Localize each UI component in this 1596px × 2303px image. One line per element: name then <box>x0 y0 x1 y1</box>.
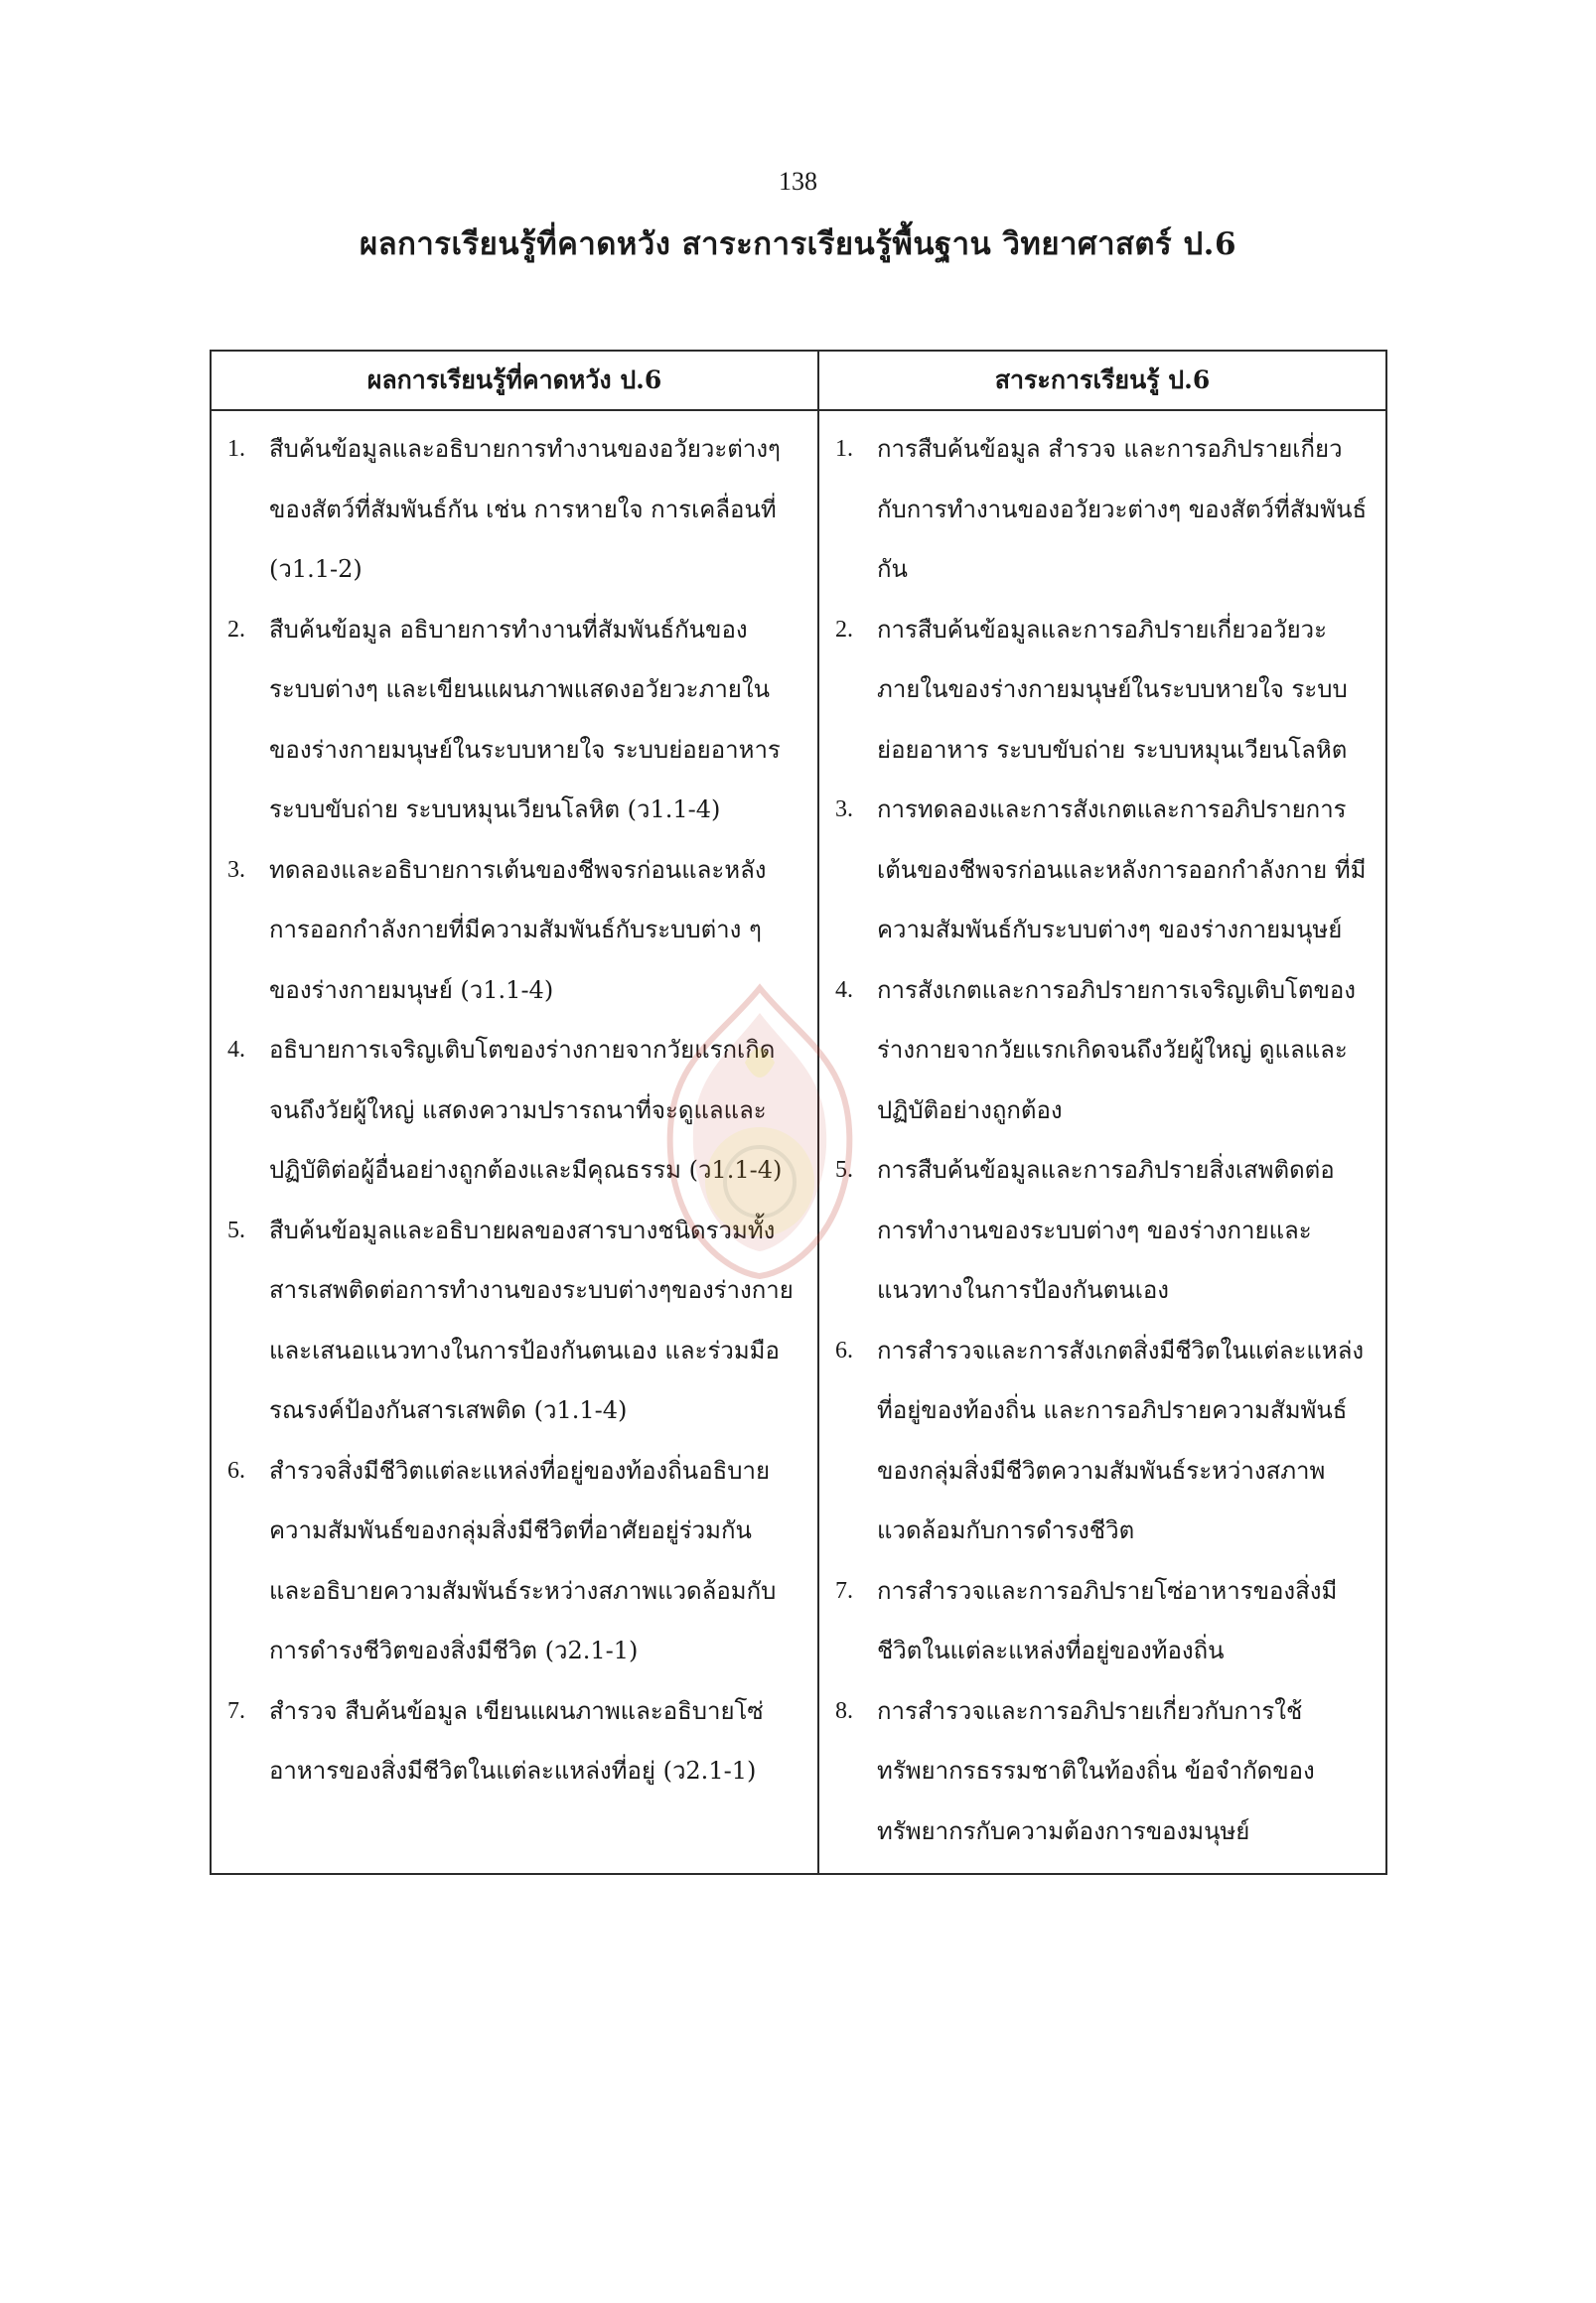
expected-outcomes-cell <box>211 410 818 1874</box>
expected-outcome-item <box>227 1020 801 1201</box>
item-number: 6. <box>227 1457 245 1484</box>
learning-content-list <box>835 419 1370 1861</box>
item-text: การสำรวจและการสังเกตสิ่งมีชีวิตในแต่ละแหล่งที่อยู่ของท้องถิ่น และการอภิปรายความสัมพันธ์ของกลุ่มสิ่งมีชีวิตความสัมพันธ์ระหว่างสภาพแวดล้อมกับการดำรงชีวิต <box>877 1336 1365 1544</box>
item-number: 5. <box>835 1157 853 1183</box>
item-number: 7. <box>227 1697 245 1724</box>
expected-outcome-item <box>227 1441 801 1681</box>
item-number: 8. <box>835 1697 853 1724</box>
item-text: สำรวจสิ่งมีชีวิตแต่ละแหล่งที่อยู่ของท้องถิ่นอธิบายความสัมพันธ์ของกลุ่มสิ่งมีชีวิตที่อาศัยอยู่ร่วมกัน และอธิบายความสัมพันธ์ระหว่างสภาพแวดล้อมกับการดำรงชีวิตของสิ่งมีชีวิต (ว2.1-1) <box>269 1456 777 1664</box>
expected-outcomes-list <box>227 419 801 1801</box>
learning-content-item <box>835 1681 1370 1862</box>
item-number: 6. <box>835 1337 853 1364</box>
item-text: การสำรวจและการอภิปรายเกี่ยวกับการใช้ทรัพยากรธรรมชาติในท้องถิ่น ข้อจำกัดของทรัพยากรกับความต้องการของมนุษย์ <box>877 1696 1315 1845</box>
item-number: 4. <box>227 1037 245 1063</box>
item-text: การสืบค้นข้อมูลและการอภิปรายเกี่ยวอวัยวะภายในของร่างกายมนุษย์ในระบบหายใจ ระบบย่อยอาหาร ระบบขับถ่าย ระบบหมุนเวียนโลหิต <box>877 615 1348 764</box>
item-text: การสำรวจและการอภิปรายโซ่อาหารของสิ่งมีชีวิตในแต่ละแหล่งที่อยู่ของท้องถิ่น <box>877 1576 1338 1664</box>
page-title: ผลการเรียนรู้ที่คาดหวัง สาระการเรียนรู้พื้นฐาน วิทยาศาสตร์ ป.6 <box>359 226 1237 262</box>
item-text: สืบค้นข้อมูลและอธิบายการทำงานของอวัยวะต่างๆ ของสัตว์ที่สัมพันธ์กัน เช่น การหายใจ การเคลื่อนที่ (ว1.1-2) <box>269 435 781 583</box>
learning-content-item <box>835 1561 1370 1681</box>
header-expected-outcomes: ผลการเรียนรู้ที่คาดหวัง ป.6 <box>211 351 818 410</box>
curriculum-table <box>210 350 1387 1875</box>
page-number: 138 <box>779 167 817 196</box>
item-text: ทดลองและอธิบายการเต้นของชีพจรก่อนและหลังการออกกำลังกายที่มีความสัมพันธ์กับระบบต่าง ๆ ของร่างกายมนุษย์ (ว1.1-4) <box>269 855 767 1004</box>
item-number: 7. <box>835 1577 853 1604</box>
expected-outcome-item <box>227 1681 801 1801</box>
expected-outcome-item <box>227 1201 801 1441</box>
expected-outcome-item <box>227 419 801 600</box>
learning-content-item <box>835 1321 1370 1561</box>
learning-content-item <box>835 1140 1370 1321</box>
item-number: 3. <box>835 796 853 822</box>
item-text: การสืบค้นข้อมูล สำรวจ และการอภิปรายเกี่ยวกับการทำงานของอวัยวะต่างๆ ของสัตว์ที่สัมพันธ์กัน <box>877 435 1368 583</box>
header-learning-content: สาระการเรียนรู้ ป.6 <box>818 351 1386 410</box>
learning-content-item <box>835 419 1370 600</box>
item-text: การสืบค้นข้อมูลและการอภิปรายสิ่งเสพติดต่อการทำงานของระบบต่างๆ ของร่างกายและแนวทางในการป้องกันตนเอง <box>877 1156 1335 1304</box>
item-number: 1. <box>835 436 853 462</box>
expected-outcome-item <box>227 840 801 1021</box>
item-number: 2. <box>835 616 853 643</box>
table-body-row <box>211 410 1386 1874</box>
table-header-row <box>211 351 1386 410</box>
item-text: อธิบายการเจริญเติบโตของร่างกายจากวัยแรกเกิดจนถึงวัยผู้ใหญ่ แสดงความปรารถนาที่จะดูแลและปฏิบัติต่อผู้อื่นอย่างถูกต้องและมีคุณธรรม (ว1.1-4) <box>269 1036 783 1184</box>
item-text: สืบค้นข้อมูล อธิบายการทำงานที่สัมพันธ์กันของระบบต่างๆ และเขียนแผนภาพแสดงอวัยวะภายในของร่างกายมนุษย์ในระบบหายใจ ระบบย่อยอาหาร ระบบขับถ่าย ระบบหมุนเวียนโลหิต (ว1.1-4) <box>269 615 781 823</box>
item-number: 2. <box>227 616 245 643</box>
learning-content-cell <box>818 410 1386 1874</box>
item-number: 1. <box>227 436 245 462</box>
learning-content-item <box>835 780 1370 960</box>
item-number: 3. <box>227 856 245 883</box>
item-text: การทดลองและการสังเกตและการอภิปรายการเต้นของชีพจรก่อนและหลังการออกกำลังกาย ที่มีความสัมพันธ์กับระบบต่างๆ ของร่างกายมนุษย์ <box>877 795 1367 943</box>
item-text: การสังเกตและการอภิปรายการเจริญเติบโตของร่างกายจากวัยแรกเกิดจนถึงวัยผู้ใหญ่ ดูแลและปฏิบัติอย่างถูกต้อง <box>877 975 1356 1124</box>
item-number: 4. <box>835 976 853 1003</box>
expected-outcome-item <box>227 600 801 840</box>
item-number: 5. <box>227 1217 245 1243</box>
learning-content-item <box>835 960 1370 1141</box>
item-text: สืบค้นข้อมูลและอธิบายผลของสารบางชนิดรวมทั้งสารเสพติดต่อการทำงานของระบบต่างๆของร่างกาย และเสนอแนวทางในการป้องกันตนเอง และร่วมมือรณรงค์ป้องกันสารเสพติด (ว1.1-4) <box>269 1216 794 1424</box>
learning-content-item <box>835 600 1370 781</box>
item-text: สำรวจ สืบค้นข้อมูล เขียนแผนภาพและอธิบายโซ่อาหารของสิ่งมีชีวิตในแต่ละแหล่งที่อยู่ (ว2.1-1) <box>269 1696 764 1785</box>
